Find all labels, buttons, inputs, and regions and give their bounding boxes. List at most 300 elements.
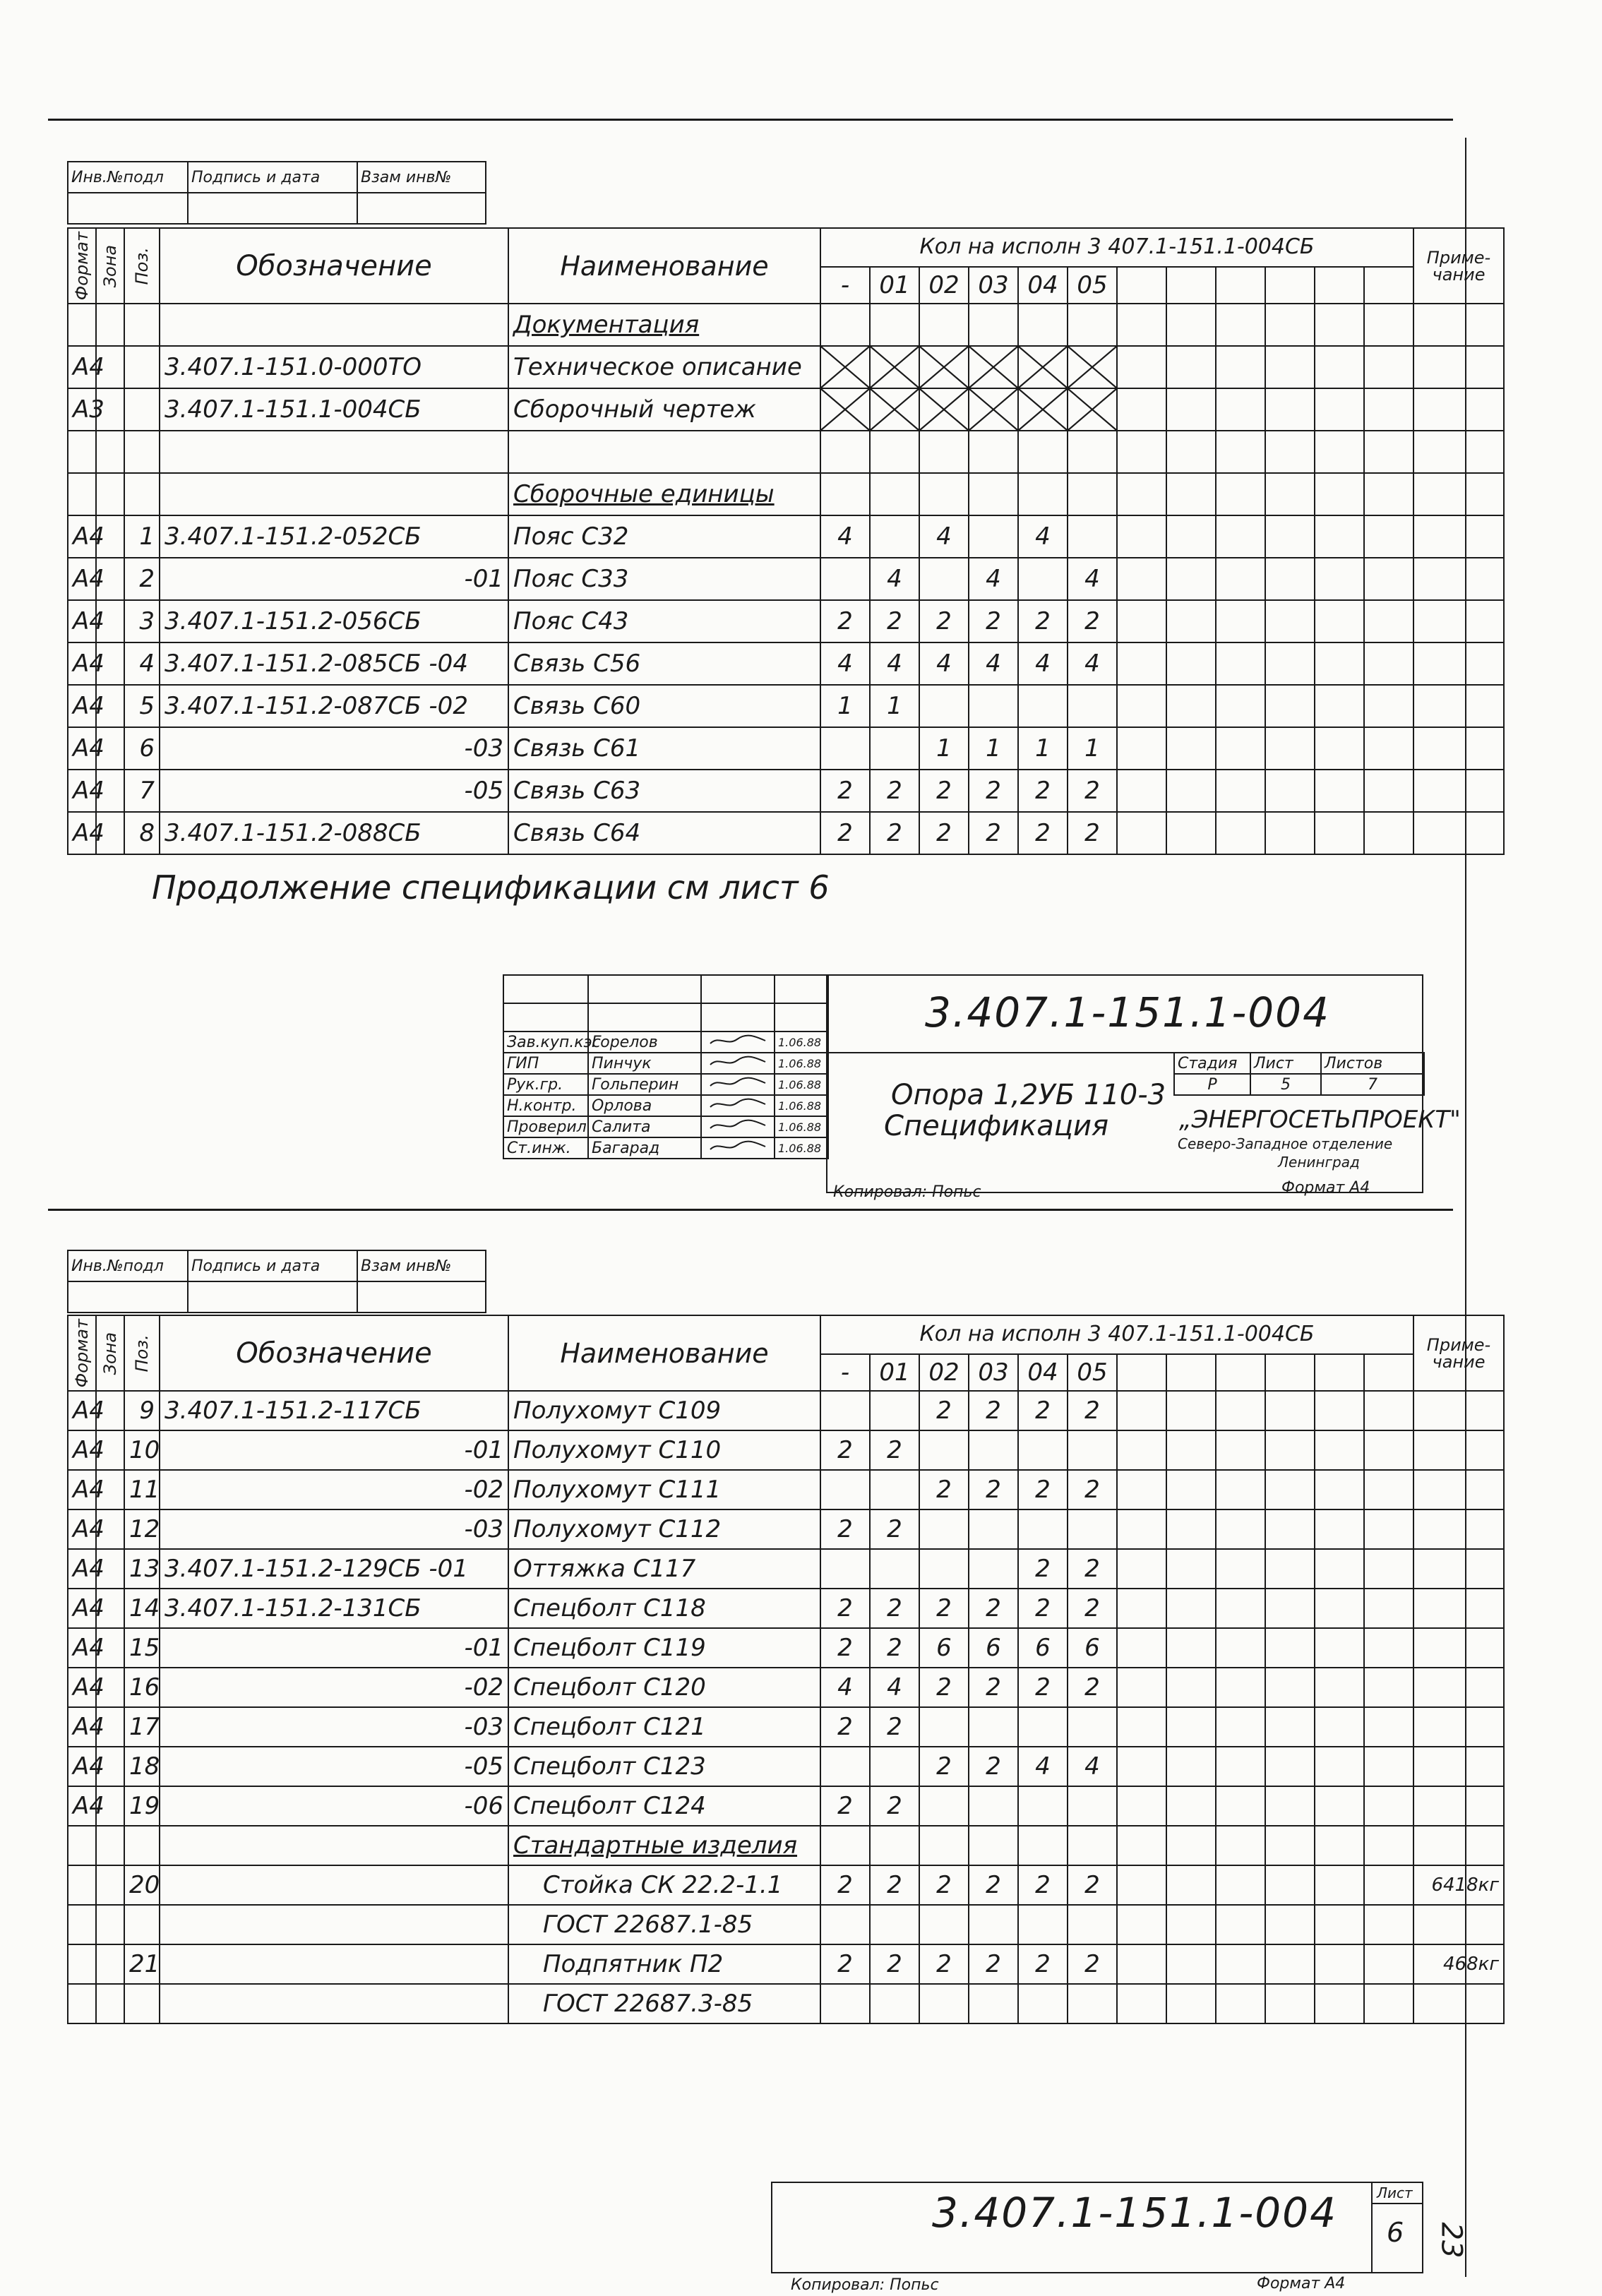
table-row <box>68 685 1504 727</box>
row-qty <box>1018 1509 1068 1549</box>
header-format: Формат <box>68 228 96 304</box>
row-qty-empty <box>1166 515 1216 558</box>
row-note <box>1413 770 1504 812</box>
stage-table <box>1173 1052 1425 1096</box>
row-qty: 2 <box>1068 770 1117 812</box>
table-row <box>68 558 1504 600</box>
row-qty-empty <box>1117 1826 1166 1865</box>
row-position: 3 <box>124 600 160 642</box>
row-qty-empty <box>1364 558 1413 600</box>
header-variant: 02 <box>919 267 969 304</box>
row-position: 17 <box>124 1707 160 1747</box>
row-qty: 2 <box>1068 1865 1117 1905</box>
row-position: 12 <box>124 1509 160 1549</box>
row-format: А4 <box>68 1668 96 1707</box>
signer-empty-cell <box>701 1003 775 1032</box>
row-qty: 2 <box>919 1470 969 1509</box>
row-qty <box>919 1509 969 1549</box>
row-qty-empty <box>1265 1905 1315 1944</box>
signature-mark <box>701 1053 775 1074</box>
row-position: 5 <box>124 685 160 727</box>
row-position: 19 <box>124 1786 160 1826</box>
row-note <box>1413 727 1504 770</box>
row-qty-empty <box>1315 1668 1364 1707</box>
header-variant <box>1265 1354 1315 1392</box>
row-qty-empty <box>1216 304 1265 346</box>
header-variant: 04 <box>1018 1354 1068 1392</box>
row-qty: 2 <box>820 1707 870 1747</box>
row-qty: 2 <box>1068 1668 1117 1707</box>
table-row <box>68 1430 1504 1470</box>
row-qty-empty <box>1315 1509 1364 1549</box>
row-position <box>124 388 160 431</box>
row-note <box>1413 473 1504 515</box>
row-qty: 4 <box>1068 558 1117 600</box>
row-name: ГОСТ 22687.1-85 <box>508 1905 820 1944</box>
row-designation: -03 <box>160 1509 508 1549</box>
row-qty <box>969 1786 1018 1826</box>
row-qty: 2 <box>820 1430 870 1470</box>
row-qty-empty <box>1315 1747 1364 1786</box>
row-qty <box>919 1549 969 1589</box>
row-qty: 2 <box>1018 812 1068 854</box>
row-qty <box>870 1747 919 1786</box>
row-qty: 2 <box>820 812 870 854</box>
row-position: 4 <box>124 642 160 685</box>
row-qty-empty <box>1166 1984 1216 2023</box>
row-qty-empty <box>1315 1905 1364 1944</box>
row-qty-empty <box>1117 346 1166 388</box>
row-qty <box>919 1707 969 1747</box>
row-qty-empty <box>1265 1430 1315 1470</box>
row-qty-empty <box>1117 431 1166 473</box>
header-variant <box>1364 1354 1413 1392</box>
row-qty-empty <box>1315 346 1364 388</box>
table-row <box>68 770 1504 812</box>
row-qty-empty <box>1166 346 1216 388</box>
row-designation <box>160 1905 508 1944</box>
row-qty: 6 <box>1018 1628 1068 1668</box>
row-qty-empty <box>1315 770 1364 812</box>
row-format <box>68 1865 96 1905</box>
row-qty-empty <box>1265 1707 1315 1747</box>
row-zone <box>96 1905 124 1944</box>
row-qty-empty <box>1265 1668 1315 1707</box>
row-qty-empty <box>1265 1589 1315 1628</box>
row-qty <box>1018 304 1068 346</box>
row-qty: 4 <box>919 515 969 558</box>
signer-role: Ст.инж. <box>503 1137 588 1159</box>
sheet-value-2: 6 <box>1387 2217 1404 2248</box>
signer-empty-cell <box>775 1003 828 1032</box>
row-position: 11 <box>124 1470 160 1509</box>
row-designation: -01 <box>160 1430 508 1470</box>
row-designation: -01 <box>160 558 508 600</box>
row-qty-empty <box>1364 1549 1413 1589</box>
signer-row <box>503 1095 828 1116</box>
signer-name: Орлова <box>588 1095 701 1116</box>
signer-role: ГИП <box>503 1053 588 1074</box>
row-qty <box>969 1826 1018 1865</box>
row-qty-empty <box>1315 1786 1364 1826</box>
header-variant: - <box>820 267 870 304</box>
row-qty-empty <box>1117 1549 1166 1589</box>
row-name: Пояс С32 <box>508 515 820 558</box>
header-variant <box>1117 267 1166 304</box>
row-qty-empty <box>1166 1509 1216 1549</box>
document-code-1: 3.407.1-151.1-004 <box>925 988 1330 1036</box>
row-name: Спецболт С123 <box>508 1747 820 1786</box>
row-qty-empty <box>1166 1865 1216 1905</box>
row-qty <box>969 515 1018 558</box>
row-note <box>1413 1430 1504 1470</box>
row-qty: 4 <box>969 558 1018 600</box>
row-designation: -03 <box>160 727 508 770</box>
row-qty-empty <box>1216 473 1265 515</box>
row-qty: 2 <box>919 1865 969 1905</box>
header-variant <box>1216 267 1265 304</box>
row-note <box>1413 1391 1504 1430</box>
row-qty <box>820 727 870 770</box>
row-qty-empty <box>1166 558 1216 600</box>
row-qty <box>1068 431 1117 473</box>
row-qty <box>870 1549 919 1589</box>
row-designation: -06 <box>160 1786 508 1826</box>
row-name: Спецболт С119 <box>508 1628 820 1668</box>
row-position: 14 <box>124 1589 160 1628</box>
row-qty <box>1068 1509 1117 1549</box>
row-note <box>1413 558 1504 600</box>
header-designation: Обозначение <box>160 228 508 304</box>
row-qty: 1 <box>1018 727 1068 770</box>
table-row <box>68 1509 1504 1549</box>
row-qty: 2 <box>919 600 969 642</box>
row-qty: 2 <box>919 1589 969 1628</box>
row-qty-empty <box>1117 1430 1166 1470</box>
signer-date: 1.06.88 <box>775 1137 828 1159</box>
row-qty-empty <box>1265 1747 1315 1786</box>
row-qty <box>919 1826 969 1865</box>
row-qty <box>1068 1826 1117 1865</box>
row-qty-empty <box>1364 1668 1413 1707</box>
row-qty-empty <box>1265 812 1315 854</box>
row-designation: -02 <box>160 1668 508 1707</box>
row-qty-empty <box>1166 1549 1216 1589</box>
row-qty: 1 <box>919 727 969 770</box>
document-code-2: 3.407.1-151.1-004 <box>932 2189 1337 2237</box>
table-row <box>68 1470 1504 1509</box>
table-row <box>68 1826 1504 1865</box>
row-qty-empty <box>1216 1865 1265 1905</box>
row-qty <box>820 1905 870 1944</box>
row-designation <box>160 1984 508 2023</box>
row-qty-empty <box>1364 304 1413 346</box>
row-qty <box>1068 685 1117 727</box>
row-position: 8 <box>124 812 160 854</box>
row-qty: 2 <box>820 1944 870 1984</box>
row-designation <box>160 473 508 515</box>
stamp-replace-label: Взам инв№ <box>357 1250 486 1281</box>
top-border-line <box>48 119 1453 121</box>
row-qty: 2 <box>919 1944 969 1984</box>
row-qty <box>969 1509 1018 1549</box>
row-name: Полухомут С110 <box>508 1430 820 1470</box>
signature-mark <box>701 1074 775 1095</box>
row-zone <box>96 473 124 515</box>
row-qty-empty <box>1315 1628 1364 1668</box>
signature-mark <box>701 1116 775 1137</box>
row-qty: 2 <box>1068 1589 1117 1628</box>
row-qty-empty <box>1364 1391 1413 1430</box>
row-qty <box>870 1391 919 1430</box>
row-qty-empty <box>1166 600 1216 642</box>
sheets-label: Листов <box>1321 1053 1424 1074</box>
row-designation: -03 <box>160 1707 508 1747</box>
row-qty-empty <box>1216 1391 1265 1430</box>
row-qty <box>919 558 969 600</box>
row-name: Сборочный чертеж <box>508 388 820 431</box>
row-qty-empty <box>1315 1865 1364 1905</box>
row-qty-empty <box>1265 1549 1315 1589</box>
row-qty <box>820 1984 870 2023</box>
title-line-2: Спецификация <box>884 1110 1109 1142</box>
row-name: Спецболт С118 <box>508 1589 820 1628</box>
signer-empty-cell <box>588 1003 701 1032</box>
row-qty-empty <box>1166 770 1216 812</box>
row-qty <box>919 1905 969 1944</box>
row-qty-empty <box>1216 431 1265 473</box>
cross-out-cell <box>969 346 1018 388</box>
row-position: 15 <box>124 1628 160 1668</box>
header-variant <box>1364 267 1413 304</box>
row-qty-empty <box>1265 770 1315 812</box>
row-format: А4 <box>68 1549 96 1589</box>
row-format: А4 <box>68 1786 96 1826</box>
row-qty <box>1018 1430 1068 1470</box>
row-qty: 1 <box>820 685 870 727</box>
row-qty: 2 <box>1068 812 1117 854</box>
table-row <box>68 642 1504 685</box>
row-qty-empty <box>1216 770 1265 812</box>
signer-date: 1.06.88 <box>775 1032 828 1053</box>
row-qty: 2 <box>919 812 969 854</box>
row-designation: -01 <box>160 1628 508 1668</box>
row-qty-empty <box>1364 346 1413 388</box>
row-qty-empty <box>1265 1865 1315 1905</box>
row-qty-empty <box>1166 1707 1216 1747</box>
row-qty: 2 <box>969 1391 1018 1430</box>
row-qty <box>820 304 870 346</box>
table-row <box>68 1944 1504 1984</box>
cross-out-cell <box>1018 346 1068 388</box>
row-designation: 3.407.1-151.2-052СБ <box>160 515 508 558</box>
row-qty: 2 <box>820 770 870 812</box>
row-format <box>68 304 96 346</box>
row-qty-empty <box>1117 1628 1166 1668</box>
row-name: Спецболт С120 <box>508 1668 820 1707</box>
row-qty <box>919 431 969 473</box>
row-qty: 1 <box>870 685 919 727</box>
row-qty: 1 <box>1068 727 1117 770</box>
table-row <box>68 1549 1504 1589</box>
row-qty-empty <box>1315 812 1364 854</box>
sheets-value: 7 <box>1321 1074 1424 1095</box>
signers-block <box>503 974 829 1159</box>
signer-name: Горелов <box>588 1032 701 1053</box>
row-qty: 2 <box>820 1589 870 1628</box>
row-qty <box>820 1549 870 1589</box>
stage-label: Стадия <box>1174 1053 1250 1074</box>
row-qty-empty <box>1364 388 1413 431</box>
row-format <box>68 431 96 473</box>
row-position: 18 <box>124 1747 160 1786</box>
row-qty <box>820 1470 870 1509</box>
row-qty-empty <box>1315 473 1364 515</box>
header-variant: 01 <box>870 1354 919 1392</box>
row-position: 1 <box>124 515 160 558</box>
format-label-2: Формат А4 <box>1257 2275 1346 2292</box>
row-qty <box>1068 304 1117 346</box>
signer-date: 1.06.88 <box>775 1116 828 1137</box>
row-designation: 3.407.1-151.0-000ТО <box>160 346 508 388</box>
signature-mark <box>701 1095 775 1116</box>
row-qty-empty <box>1315 1984 1364 2023</box>
row-qty <box>969 1707 1018 1747</box>
row-qty <box>1018 1707 1068 1747</box>
title-line-1: Опора 1,2УБ 110-3 <box>891 1079 1166 1111</box>
row-qty: 2 <box>919 770 969 812</box>
row-qty: 2 <box>870 1589 919 1628</box>
row-qty-empty <box>1166 642 1216 685</box>
row-note <box>1413 1786 1504 1826</box>
row-qty-empty <box>1117 1984 1166 2023</box>
row-qty-empty <box>1166 1786 1216 1826</box>
row-qty-empty <box>1265 346 1315 388</box>
row-qty <box>1068 1430 1117 1470</box>
row-qty: 2 <box>870 1430 919 1470</box>
row-format <box>68 473 96 515</box>
row-format: А4 <box>68 1430 96 1470</box>
row-format: А4 <box>68 642 96 685</box>
signer-role: Проверил <box>503 1116 588 1137</box>
header-variant: 01 <box>870 267 919 304</box>
cross-out-cell <box>820 346 870 388</box>
row-qty: 4 <box>820 515 870 558</box>
table-row <box>68 515 1504 558</box>
row-qty-empty <box>1166 1430 1216 1470</box>
signer-name: Багарад <box>588 1137 701 1159</box>
row-qty-empty <box>1216 388 1265 431</box>
row-qty-empty <box>1117 1668 1166 1707</box>
signer-row <box>503 1053 828 1074</box>
row-qty <box>870 1470 919 1509</box>
row-qty-empty <box>1265 1826 1315 1865</box>
row-qty-empty <box>1265 642 1315 685</box>
sheet-separator-line <box>48 1209 1453 1211</box>
row-qty <box>969 1430 1018 1470</box>
header-name: Наименование <box>508 228 820 304</box>
row-qty-empty <box>1216 1628 1265 1668</box>
table-row <box>68 388 1504 431</box>
row-qty-empty <box>1117 600 1166 642</box>
row-qty-empty <box>1117 473 1166 515</box>
row-qty: 2 <box>870 1865 919 1905</box>
row-qty: 2 <box>870 600 919 642</box>
signer-empty-cell <box>701 975 775 1003</box>
row-qty <box>1068 515 1117 558</box>
row-designation: -02 <box>160 1470 508 1509</box>
row-qty-empty <box>1315 558 1364 600</box>
format-label-1: Формат А4 <box>1281 1179 1370 1197</box>
row-note <box>1413 1549 1504 1589</box>
row-qty-empty <box>1216 515 1265 558</box>
header-name: Наименование <box>508 1315 820 1391</box>
row-qty: 4 <box>1018 1747 1068 1786</box>
row-qty-empty <box>1166 812 1216 854</box>
row-qty-empty <box>1364 1905 1413 1944</box>
table-row <box>68 1589 1504 1628</box>
row-position <box>124 473 160 515</box>
row-qty-empty <box>1364 431 1413 473</box>
row-qty-empty <box>1315 1470 1364 1509</box>
signer-date: 1.06.88 <box>775 1074 828 1095</box>
row-qty: 4 <box>820 642 870 685</box>
row-note <box>1413 812 1504 854</box>
header-variant: 03 <box>969 267 1018 304</box>
row-qty-empty <box>1265 685 1315 727</box>
row-qty: 2 <box>870 1786 919 1826</box>
row-qty <box>1018 1826 1068 1865</box>
row-name: Полухомут С109 <box>508 1391 820 1430</box>
table-row <box>68 431 1504 473</box>
row-qty: 2 <box>919 1668 969 1707</box>
row-format <box>68 1984 96 2023</box>
row-qty-empty <box>1117 1786 1166 1826</box>
signer-empty-cell <box>775 975 828 1003</box>
table-row <box>68 1905 1504 1944</box>
row-zone <box>96 431 124 473</box>
row-position: 20 <box>124 1865 160 1905</box>
archive-stamp-1 <box>67 161 486 225</box>
row-position <box>124 346 160 388</box>
copied-by-1: Копировал: Попьс <box>833 1183 981 1201</box>
row-qty-empty <box>1364 1470 1413 1509</box>
row-qty-empty <box>1216 1707 1265 1747</box>
signer-date: 1.06.88 <box>775 1095 828 1116</box>
signer-row <box>503 1074 828 1095</box>
row-qty: 4 <box>1068 1747 1117 1786</box>
row-qty-empty <box>1216 1549 1265 1589</box>
cross-out-cell <box>919 346 969 388</box>
row-qty-empty <box>1265 1984 1315 2023</box>
row-qty <box>969 473 1018 515</box>
row-format: А4 <box>68 1470 96 1509</box>
row-qty-empty <box>1315 1944 1364 1984</box>
row-designation: 3.407.1-151.2-131СБ <box>160 1589 508 1628</box>
header-qty: Кол на исполн 3 407.1-151.1-004СБ <box>820 1315 1413 1354</box>
row-qty: 2 <box>1018 1865 1068 1905</box>
row-qty: 2 <box>969 1470 1018 1509</box>
row-qty-empty <box>1364 727 1413 770</box>
row-qty: 6 <box>1068 1628 1117 1668</box>
signer-row <box>503 1032 828 1053</box>
cross-out-cell <box>870 388 919 431</box>
row-position: 10 <box>124 1430 160 1470</box>
row-qty <box>1068 1786 1117 1826</box>
row-qty-empty <box>1364 1865 1413 1905</box>
row-designation <box>160 1826 508 1865</box>
row-name: Сборочные единицы <box>508 473 820 515</box>
